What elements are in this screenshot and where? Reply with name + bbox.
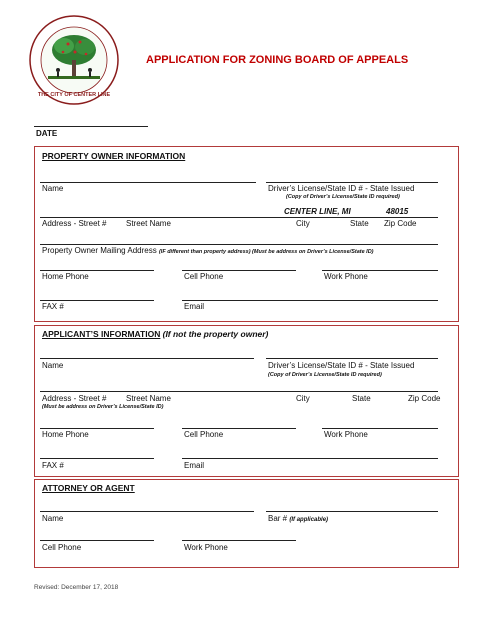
owner-license-note: (Copy of Driver’s License/State ID required) [286, 194, 400, 200]
applicant-street-no-label: Address - Street # [42, 394, 107, 403]
owner-fax-line[interactable] [40, 300, 154, 301]
revised-date: Revised: December 17, 2018 [34, 584, 119, 591]
attorney-name-label: Name [42, 514, 64, 523]
attorney-bar-label-wrap [268, 515, 328, 523]
owner-address-line[interactable] [40, 217, 438, 218]
applicant-zip-label: Zip Code [408, 394, 441, 403]
owner-work-phone-label: Work Phone [324, 272, 368, 281]
page-title: APPLICATION FOR ZONING BOARD OF APPEALS [146, 54, 409, 66]
applicant-email-label: Email [184, 461, 205, 470]
attorney-cell-phone-line[interactable] [40, 540, 154, 541]
owner-license-label: Driver’s License/State ID # - State Issued [268, 184, 415, 193]
owner-home-phone-label: Home Phone [42, 272, 89, 281]
applicant-name-label: Name [42, 361, 64, 370]
applicant-cell-phone-line[interactable] [182, 428, 296, 429]
applicant-heading-wrap [42, 330, 268, 339]
applicant-heading-note: (If not the property owner) [162, 329, 269, 339]
attorney-bar-line[interactable] [266, 511, 438, 512]
owner-mailing-line[interactable] [40, 244, 438, 245]
applicant-license-line[interactable] [266, 358, 438, 359]
owner-cell-phone-line[interactable] [182, 270, 296, 271]
attorney-cell-phone-label: Cell Phone [42, 543, 82, 552]
owner-heading: PROPERTY OWNER INFORMATION [42, 151, 186, 161]
applicant-street-name-label: Street Name [126, 394, 171, 403]
owner-zip-value: 48015 [386, 207, 409, 216]
attorney-bar-label: Bar # [268, 514, 288, 523]
owner-zip-label: Zip Code [384, 219, 417, 228]
applicant-name-line[interactable] [40, 358, 254, 359]
attorney-name-line[interactable] [40, 511, 254, 512]
owner-city-label: City [296, 219, 310, 228]
owner-mailing-label [42, 247, 374, 256]
applicant-fax-line[interactable] [40, 458, 154, 459]
owner-mailing-text: Property Owner Mailing Address [42, 246, 157, 255]
applicant-heading: APPLICANT’S INFORMATION [42, 329, 161, 339]
applicant-address-line[interactable] [40, 391, 438, 392]
attorney-bar-note: (If applicable) [289, 517, 329, 523]
owner-cell-phone-label: Cell Phone [184, 272, 224, 281]
applicant-state-label: State [352, 394, 371, 403]
applicant-home-phone-line[interactable] [40, 428, 154, 429]
applicant-license-note: (Copy of Driver’s License/State ID required) [268, 372, 382, 378]
owner-fax-label: FAX # [42, 302, 64, 311]
owner-email-label: Email [184, 302, 205, 311]
city-seal-logo [28, 14, 120, 106]
applicant-email-line[interactable] [182, 458, 438, 459]
applicant-license-label: Driver’s License/State ID # - State Issued [268, 361, 415, 370]
owner-name-line[interactable] [40, 182, 256, 183]
attorney-heading: ATTORNEY OR AGENT [42, 483, 135, 493]
owner-street-no-label: Address - Street # [42, 219, 107, 228]
attorney-work-phone-label: Work Phone [184, 543, 228, 552]
date-label: DATE [36, 129, 58, 138]
property-owner-section [34, 146, 459, 322]
owner-email-line[interactable] [182, 300, 438, 301]
owner-name-label: Name [42, 184, 64, 193]
owner-license-line[interactable] [266, 182, 438, 183]
applicant-work-phone-label: Work Phone [324, 430, 368, 439]
owner-work-phone-line[interactable] [322, 270, 438, 271]
owner-home-phone-line[interactable] [40, 270, 154, 271]
owner-state-label: State [350, 219, 369, 228]
applicant-fax-label: FAX # [42, 461, 64, 470]
attorney-work-phone-line[interactable] [182, 540, 296, 541]
applicant-work-phone-line[interactable] [322, 428, 438, 429]
owner-city-value: CENTER LINE, MI [284, 207, 351, 216]
owner-mailing-note: (IF different than property address) (Must be address on Driver’s License/State ID) [158, 249, 374, 255]
svg-text:THE CITY OF CENTER LINE: THE CITY OF CENTER LINE [37, 92, 111, 98]
date-line[interactable] [34, 126, 148, 127]
applicant-home-phone-label: Home Phone [42, 430, 89, 439]
applicant-address-note: (Must be address on Driver’s License/State ID) [42, 404, 164, 410]
owner-street-name-label: Street Name [126, 219, 171, 228]
applicant-cell-phone-label: Cell Phone [184, 430, 224, 439]
applicant-city-label: City [296, 394, 310, 403]
